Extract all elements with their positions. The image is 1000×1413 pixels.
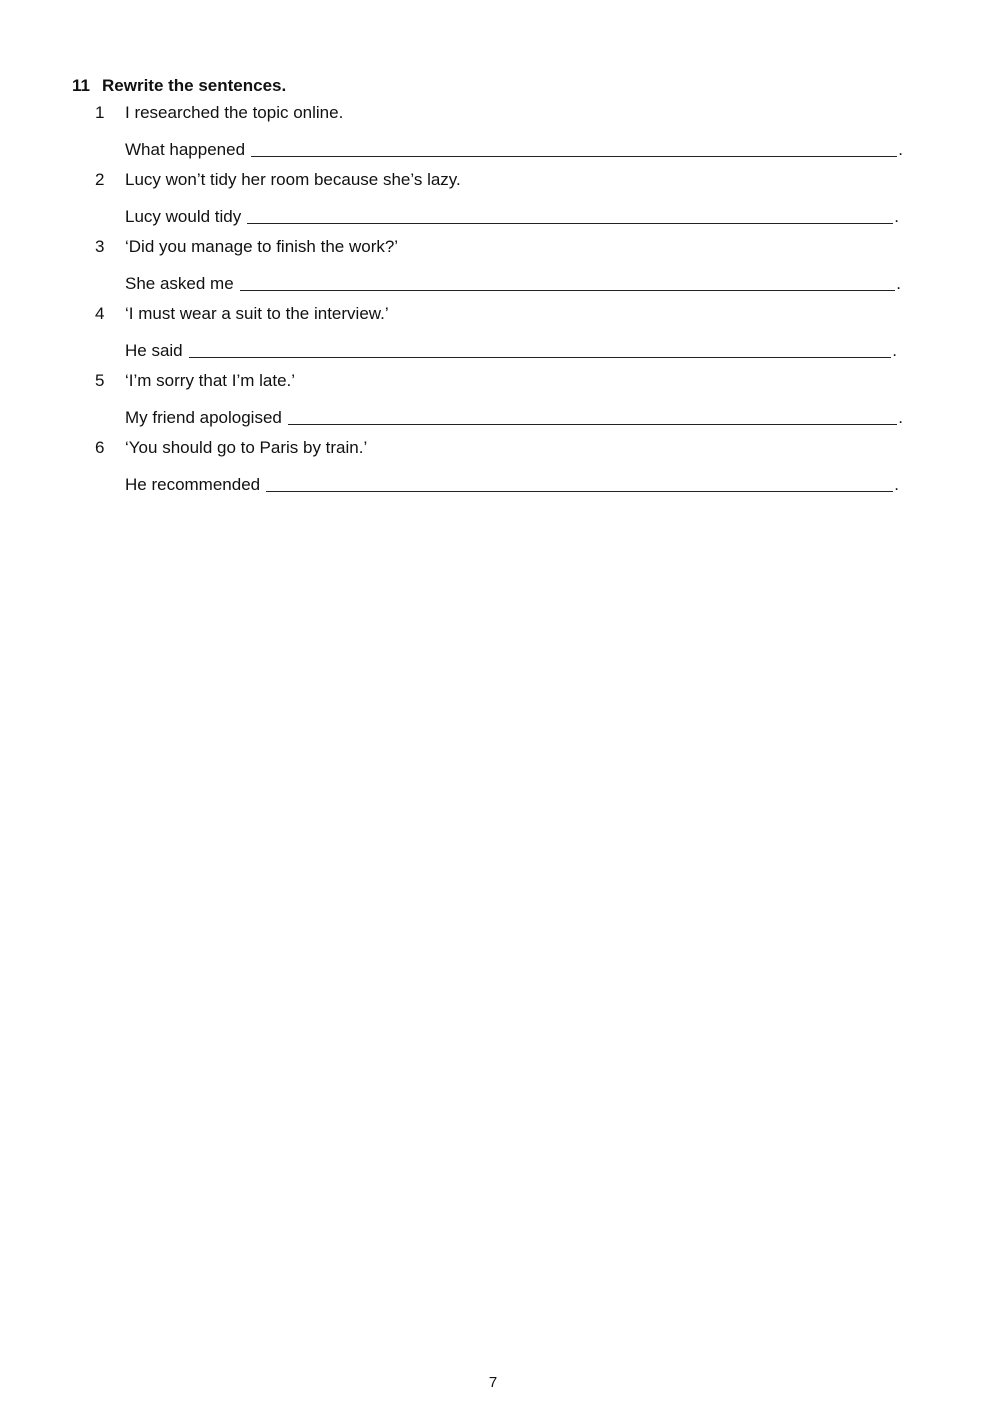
answer-stem: My friend apologised — [125, 408, 282, 427]
question-prompt: ‘Did you manage to finish the work?’ — [125, 237, 399, 256]
page-number: 7 — [488, 1374, 498, 1391]
answer-field[interactable] — [288, 406, 897, 425]
answer-stem: What happened — [125, 140, 246, 159]
exercise-number: 11 — [72, 76, 90, 95]
exercise-heading — [72, 76, 286, 96]
answer-period: . — [896, 274, 901, 293]
question-prompt: I researched the topic online. — [125, 103, 344, 122]
answer-field[interactable] — [266, 473, 893, 492]
answer-period: . — [894, 207, 899, 226]
answer-stem: He recommended — [125, 475, 261, 494]
answer-stem: Lucy would tidy — [125, 207, 242, 226]
question-prompt: ‘I’m sorry that I’m late.’ — [125, 371, 296, 390]
answer-period: . — [898, 408, 903, 427]
question-prompt: ‘You should go to Paris by train.’ — [125, 438, 368, 457]
question-number: 4 — [95, 304, 105, 323]
answer-field[interactable] — [251, 138, 897, 157]
exercise-instruction: Rewrite the sentences. — [102, 76, 287, 95]
answer-stem: She asked me — [125, 274, 234, 293]
answer-period: . — [892, 341, 897, 360]
question-prompt: Lucy won’t tidy her room because she’s lazy. — [125, 170, 461, 189]
answer-row — [125, 203, 899, 227]
answer-field[interactable] — [189, 339, 892, 358]
question-number: 2 — [95, 170, 105, 189]
question-number: 3 — [95, 237, 105, 256]
answer-field[interactable] — [240, 272, 896, 291]
answer-row — [125, 337, 897, 361]
answer-period: . — [898, 140, 903, 159]
question-number: 1 — [95, 103, 105, 122]
question-prompt: ‘I must wear a suit to the interview.’ — [125, 304, 389, 323]
answer-row — [125, 471, 899, 495]
answer-stem: He said — [125, 341, 183, 360]
answer-row — [125, 270, 901, 294]
question-number: 6 — [95, 438, 105, 457]
question-number: 5 — [95, 371, 105, 390]
answer-row — [125, 136, 903, 160]
answer-field[interactable] — [247, 205, 893, 224]
answer-period: . — [894, 475, 899, 494]
answer-row — [125, 404, 903, 428]
